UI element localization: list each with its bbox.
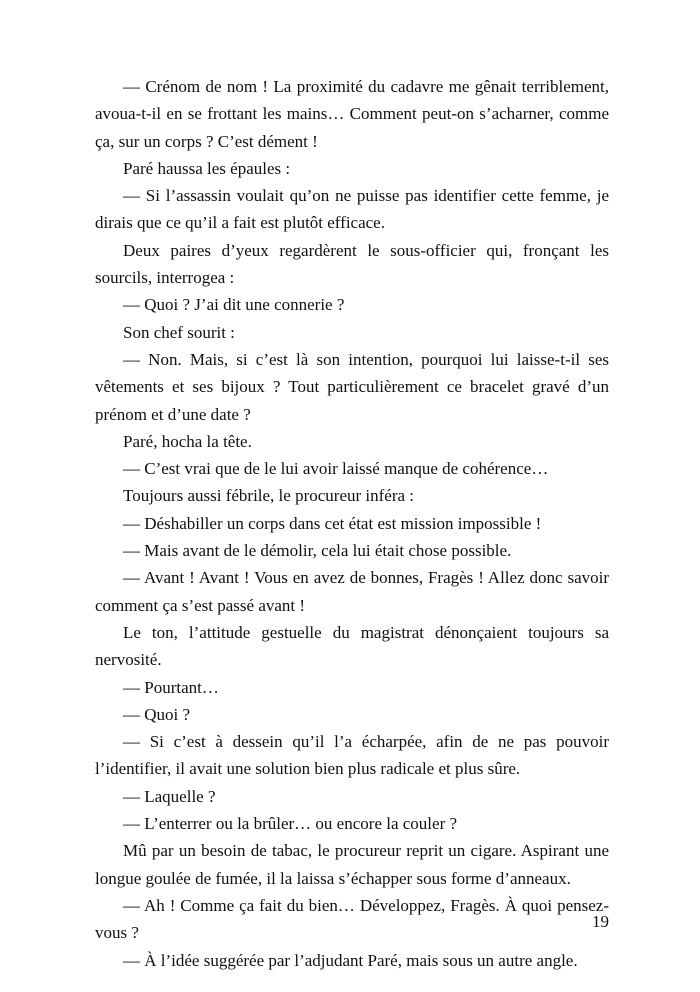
paragraph: — Ah ! Comme ça fait du bien… Développez, Fragès. À quoi pensez-vous ? — [95, 895, 609, 943]
paragraph: — Mais avant de le démolir, cela lui était chose possible. — [123, 541, 512, 561]
page-number: 19 — [592, 912, 609, 931]
paragraph: — Quoi ? J’ai dit une connerie ? — [123, 295, 345, 315]
paragraph: — Laquelle ? — [123, 786, 216, 806]
page-text — [95, 73, 609, 974]
paragraph: Paré, hocha la tête. — [123, 431, 252, 451]
paragraph: — Crénom de nom ! La proximité du cadavre me gênait terriblement, avoua-t-il en se frottant les mains… Comment peut-on s’acharner, comme ça, sur un corps ? C’est dément ! — [95, 77, 609, 151]
paragraph: — À l’idée suggérée par l’adjudant Paré, mais sous un autre angle. — [123, 950, 578, 970]
paragraph: — Si c’est à dessein qu’il l’a écharpée, afin de ne pas pouvoir l’identifier, il avait une solution bien plus radicale et plus sûre. — [95, 732, 609, 779]
paragraph: Mû par un besoin de tabac, le procureur reprit un cigare. Aspirant une longue goulée de fumée, il la laissa s’échapper sous forme d’anneaux. — [95, 841, 609, 888]
paragraph: Paré haussa les épaules : — [123, 158, 291, 178]
paragraph: — Non. Mais, si c’est là son intention, pourquoi lui laisse-t-il ses vêtements et ses bijoux ? Tout particulièrement ce bracelet gravé d’un prénom et d’une date ? — [95, 349, 609, 424]
paragraph: Le ton, l’attitude gestuelle du magistrat dénonçaient toujours sa nervosité. — [95, 622, 609, 670]
paragraph: — Pourtant… — [123, 677, 219, 697]
paragraph: — C’est vrai que de le lui avoir laissé manque de cohérence… — [123, 459, 549, 479]
paragraph: — Si l’assassin voulait qu’on ne puisse pas identifier cette femme, je dirais que ce qu’il a fait est plutôt efficace. — [95, 186, 609, 233]
paragraph: Toujours aussi fébrile, le procureur inféra : — [123, 486, 415, 506]
paragraph: Deux paires d’yeux regardèrent le sous-officier qui, fronçant les sourcils, interrogea : — [95, 240, 609, 288]
paragraph: — L’enterrer ou la brûler… ou encore la couler ? — [123, 814, 458, 834]
paragraph: — Déshabiller un corps dans cet état est mission impossible ! — [123, 513, 542, 533]
paragraph: — Quoi ? — [123, 704, 191, 724]
paragraph: Son chef sourit : — [123, 322, 235, 342]
paragraph: — Avant ! Avant ! Vous en avez de bonnes, Fragès ! Allez donc savoir comment ça s’est passé avant ! — [95, 568, 609, 615]
